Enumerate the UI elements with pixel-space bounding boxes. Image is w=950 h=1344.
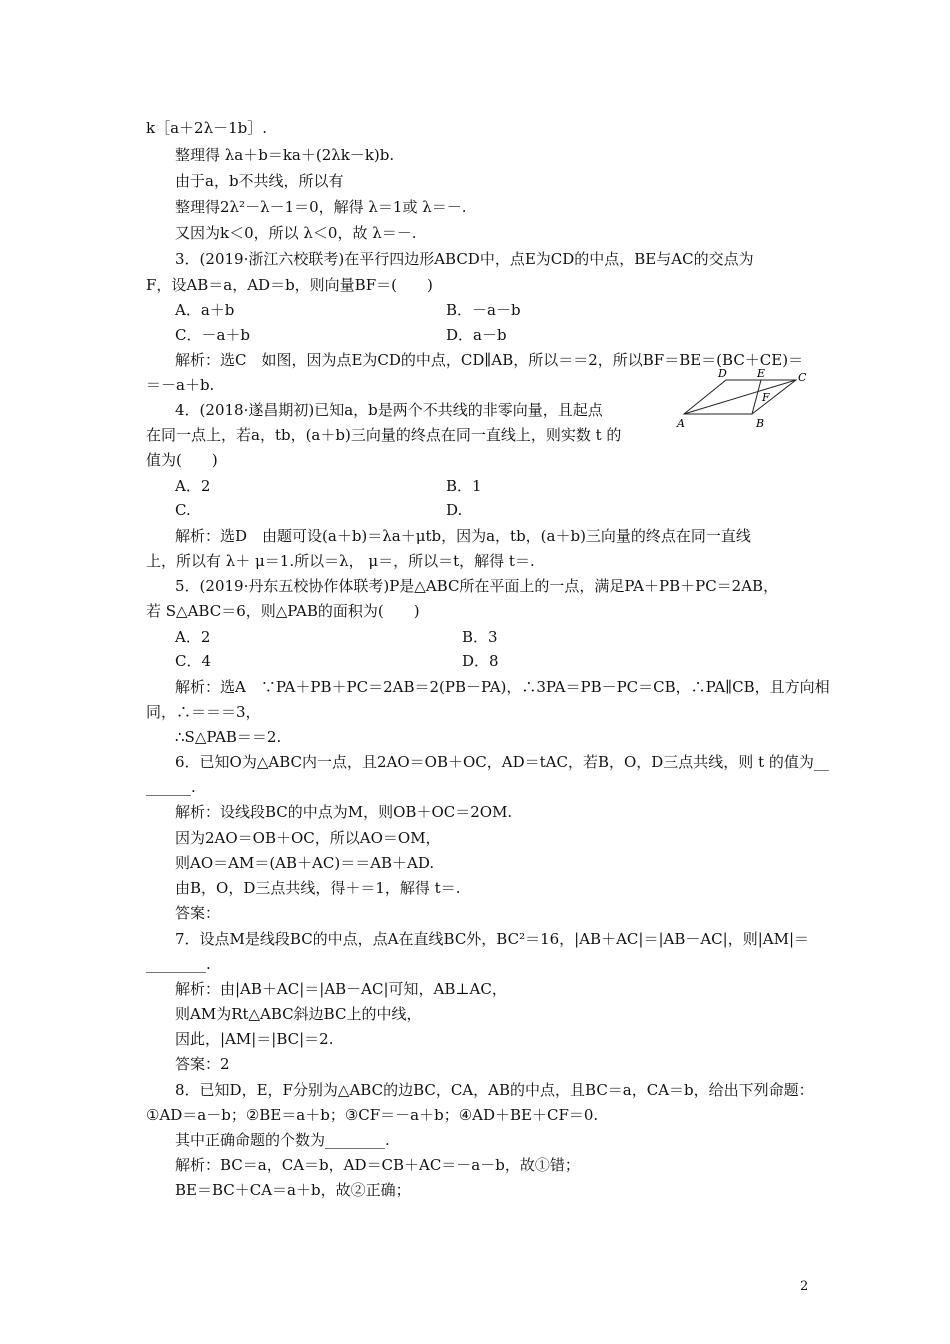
question-3-stem: 3．(2019·浙江六校联考)在平行四边形ABCD中，点E为CD的中点，BE与AC的交点为 [175, 250, 754, 268]
option-d: D．8 [462, 652, 499, 670]
text-line: ∴S△PAB＝＝2. [175, 728, 282, 746]
solution-line: 解析：选A ∵PA＋PB＋PC＝2AB＝2(PB－PA)，∴3PA＝PB－PC＝CB，∴PA∥CB，且方向相 [175, 678, 830, 696]
question-8-stem: 8．已知D，E，F分别为△ABC的边BC，CA，AB的中点，且BC＝a，CA＝b，给出下列命题： [175, 1081, 814, 1099]
label-b: B [756, 417, 765, 430]
option-b: B．－a－b [446, 301, 521, 319]
option-d: D．a－b [446, 326, 507, 344]
text-line: ＝－a＋b. [146, 376, 215, 394]
label-d: D [718, 367, 727, 380]
text-line: 则AM为Rt△ABC斜边BC上的中线， [175, 1005, 422, 1023]
label-e: E [757, 367, 766, 380]
text-line: ______. [146, 778, 196, 796]
text-line: 由B，O，D三点共线，得＋＝1，解得 t＝. [175, 879, 461, 897]
option-c: C. [175, 501, 191, 519]
text-line: ________. [146, 955, 211, 973]
solution-line: 解析：选D 由题可设(a＋b)＝λa＋μtb，因为a，tb，(a＋b)三向量的终点在同一直线 [175, 527, 751, 545]
question-7-stem: 7．设点M是线段BC的中点，点A在直线BC外，BC²＝16，|AB＋AC|＝|AB－AC|，则|AM|＝ [175, 930, 810, 948]
text-line: 因此，|AM|＝|BC|＝2. [175, 1030, 334, 1048]
text-line: 上，所以有 λ＋ μ＝1.所以＝λ， μ＝，所以＝t，解得 t＝. [146, 552, 535, 570]
option-c: C．－a＋b [175, 326, 251, 344]
text-line: 整理得 λa＋b＝ka＋(2λk－k)b. [175, 146, 395, 164]
text-line: 又因为k＜0，所以 λ＜0，故 λ＝－. [175, 224, 417, 242]
text-line: 值为( ) [146, 451, 218, 469]
text-line: 在同一点上，若a，tb，(a＋b)三向量的终点在同一直线上，则实数 t 的 [146, 426, 622, 444]
label-c: C [798, 371, 807, 384]
question-5-stem: 5．(2019·丹东五校协作体联考)P是△ABC所在平面上的一点，满足PA＋PB＋PC＝2AB， [175, 577, 779, 595]
text-line: 因为2AO＝OB＋OC，所以AO＝OM， [175, 829, 441, 847]
question-6-stem: 6．已知O为△ABC内一点，且2AO＝OB＋OC，AD＝tAC，若B，O，D三点共线，则 t 的值为__ [175, 753, 829, 771]
option-b: B．3 [462, 628, 498, 646]
option-a: A．2 [175, 628, 211, 646]
question-4-stem: 4．(2018·遂昌期初)已知a，b是两个不共线的非零向量，且起点 [175, 401, 603, 419]
option-a: A．a＋b [175, 301, 235, 319]
text-line: 若 S△ABC＝6，则△PAB的面积为( ) [146, 602, 420, 620]
parallelogram-figure [674, 364, 814, 434]
text-line: k［a＋2λ－1b］. [146, 119, 267, 137]
text-line: 整理得2λ²－λ－1＝0，解得 λ＝1或 λ＝－. [175, 198, 467, 216]
solution-line: 解析：由|AB＋AC|＝|AB－AC|可知，AB⊥AC， [175, 980, 507, 998]
answer-line: 答案：2 [175, 1055, 230, 1073]
segment-be [752, 380, 761, 414]
answer-line: 答案： [175, 904, 221, 922]
text-line: 则AO＝AM＝(AB＋AC)＝＝AB＋AD. [175, 854, 435, 872]
label-a: A [677, 417, 685, 430]
text-line: 同，∴＝＝＝3， [146, 703, 261, 721]
text-line: BE＝BC＋CA＝a＋b，故②正确； [175, 1181, 411, 1199]
option-d: D. [446, 501, 463, 519]
text-line: 其中正确命题的个数为________. [175, 1131, 390, 1149]
text-line: 由于a，b不共线，所以有 [175, 172, 344, 190]
option-b: B．1 [446, 477, 482, 495]
solution-line: 解析：选C 如图，因为点E为CD的中点，CD∥AB，所以＝＝2，所以BF＝BE＝(BC＋CE)＝ [175, 351, 804, 369]
text-line: ①AD＝a－b；②BE＝a＋b；③CF＝－a＋b；④AD＋BE＋CF＝0. [146, 1106, 599, 1124]
solution-line: 解析：设线段BC的中点为M，则OB＋OC＝2OM. [175, 803, 513, 821]
option-c: C．4 [175, 652, 212, 670]
option-a: A．2 [175, 477, 211, 495]
page-number: 2 [800, 1279, 809, 1294]
text-line: F，设AB＝a，AD＝b，则向量BF＝( ) [146, 276, 433, 294]
diagonal-ac [684, 380, 796, 414]
label-f: F [762, 391, 770, 404]
solution-line: 解析：BC＝a，CA＝b，AD＝CB＋AC＝－a－b，故①错； [175, 1156, 580, 1174]
